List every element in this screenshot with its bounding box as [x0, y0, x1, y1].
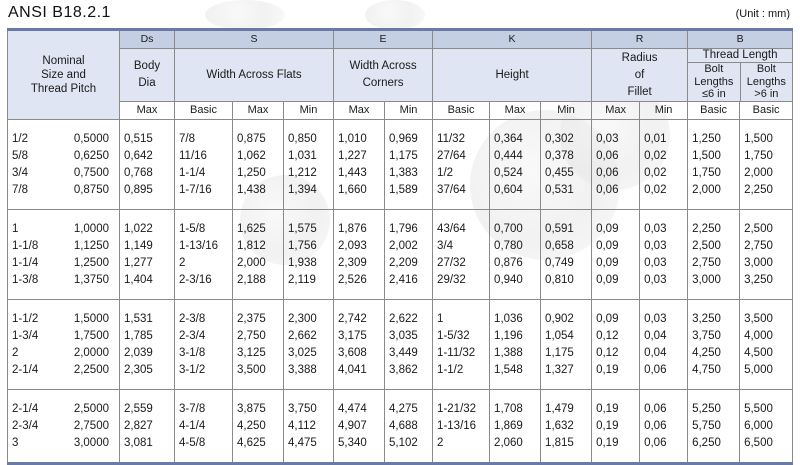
cell-pitch: 3,0000: [73, 437, 109, 449]
table-cell: 2,305: [120, 362, 175, 390]
table-cell: 2,119: [284, 272, 334, 300]
table-cell: 2,188: [233, 272, 284, 300]
table-body: [8, 120, 793, 464]
table-cell: 0,810: [541, 272, 592, 300]
table-cell: 1,479: [541, 390, 592, 419]
table-cell: 0,455: [541, 165, 592, 182]
table-cell: 11/32: [433, 120, 490, 149]
table-cell: 2,000: [688, 182, 740, 210]
table-cell: 1,149: [120, 238, 175, 255]
table-cell: 2: [433, 435, 490, 464]
header-width-corners: Width Across Corners: [334, 49, 433, 102]
table-cell: 2,526: [334, 272, 385, 300]
table-cell: 0,969: [385, 120, 433, 149]
table-row: [8, 255, 793, 272]
cell-pitch: 1,3750: [73, 274, 109, 286]
table-cell: 5,102: [385, 435, 433, 464]
table-row: [8, 345, 793, 362]
table-cell: 1,383: [385, 165, 433, 182]
table-cell: 1,212: [284, 165, 334, 182]
sub-header-basic: Basic: [433, 102, 490, 120]
cell-size: 2-3/4: [12, 420, 39, 432]
table-row: [8, 328, 793, 345]
table-cell: 4,750: [688, 362, 740, 390]
table-cell: 2,002: [385, 238, 433, 255]
table-row: [8, 182, 793, 210]
cell-nominal: [8, 390, 120, 419]
table-cell: 2,060: [490, 435, 541, 464]
table-cell: 1,815: [541, 435, 592, 464]
table-cell: 0,02: [640, 165, 688, 182]
sub-header-basic: Basic: [740, 102, 793, 120]
cell-pitch: 0,8750: [73, 184, 109, 196]
table-cell: 3,035: [385, 328, 433, 345]
table-cell: 5,250: [688, 390, 740, 419]
cell-nominal: [8, 255, 120, 272]
table-cell: 6,500: [740, 435, 793, 464]
table-cell: 1,750: [688, 165, 740, 182]
table-cell: 0,03: [640, 255, 688, 272]
cell-nominal: [8, 435, 120, 464]
spec-table: [7, 28, 793, 465]
table-row: [8, 148, 793, 165]
table-cell: 5,750: [688, 418, 740, 435]
table-cell: 4,000: [740, 328, 793, 345]
table-cell: 1,175: [385, 148, 433, 165]
header-ds: Ds: [120, 30, 175, 49]
table-cell: 6,000: [740, 418, 793, 435]
table-cell: 3-1/8: [175, 345, 233, 362]
table-cell: 0,04: [640, 328, 688, 345]
sub-header-max: Max: [592, 102, 640, 120]
table-cell: 1,227: [334, 148, 385, 165]
table-cell: 1-11/32: [433, 345, 490, 362]
table-cell: 0,06: [640, 418, 688, 435]
table-cell: 2,662: [284, 328, 334, 345]
table-cell: 0,604: [490, 182, 541, 210]
table-cell: 0,09: [592, 272, 640, 300]
table-cell: 1/2: [433, 165, 490, 182]
table-cell: 3,608: [334, 345, 385, 362]
table-cell: 0,531: [541, 182, 592, 210]
table-cell: 3-1/2: [175, 362, 233, 390]
table-cell: 4,688: [385, 418, 433, 435]
table-cell: 0,09: [592, 255, 640, 272]
table-cell: 4,250: [688, 345, 740, 362]
table-cell: 3-7/8: [175, 390, 233, 419]
table-cell: 0,19: [592, 362, 640, 390]
table-cell: 2-3/4: [175, 328, 233, 345]
table-cell: 1,175: [541, 345, 592, 362]
table-cell: 1,250: [688, 120, 740, 149]
table-row: [8, 435, 793, 464]
table-cell: 0,895: [120, 182, 175, 210]
table-cell: 0,19: [592, 390, 640, 419]
table-cell: 0,06: [592, 165, 640, 182]
table-cell: 4,275: [385, 390, 433, 419]
table-cell: 5,000: [740, 362, 793, 390]
table-cell: 1-7/16: [175, 182, 233, 210]
table-cell: 1,054: [541, 328, 592, 345]
table-cell: 29/32: [433, 272, 490, 300]
cell-pitch: 2,5000: [73, 403, 109, 415]
cell-nominal: [8, 362, 120, 390]
table-cell: 1,575: [284, 210, 334, 239]
cell-nominal: [8, 272, 120, 300]
table-cell: 3,175: [334, 328, 385, 345]
table-cell: 3,500: [233, 362, 284, 390]
table-cell: 1,500: [688, 148, 740, 165]
cell-size: 1-1/8: [12, 240, 39, 252]
cell-nominal: [8, 210, 120, 239]
table-cell: 0,03: [592, 120, 640, 149]
table-cell: 2,039: [120, 345, 175, 362]
table-cell: 2,827: [120, 418, 175, 435]
cell-pitch: 2,7500: [73, 420, 109, 432]
cell-pitch: 1,0000: [73, 223, 109, 235]
table-cell: 0,768: [120, 165, 175, 182]
table-cell: 7/8: [175, 120, 233, 149]
table-cell: 0,09: [592, 300, 640, 329]
cell-nominal: [8, 165, 120, 182]
table-cell: 5,340: [334, 435, 385, 464]
table-cell: 0,06: [592, 148, 640, 165]
cell-pitch: 2,0000: [73, 347, 109, 359]
table-cell: 4-1/4: [175, 418, 233, 435]
table-cell: 1,500: [740, 120, 793, 149]
table-cell: 0,658: [541, 238, 592, 255]
header-bolt-gt6: Bolt Lengths >6 in: [746, 63, 786, 101]
table-cell: 3,449: [385, 345, 433, 362]
table-cell: 2,375: [233, 300, 284, 329]
table-cell: 3,250: [740, 272, 793, 300]
table-cell: 1-1/2: [433, 362, 490, 390]
table-cell: 1,327: [541, 362, 592, 390]
cell-pitch: 0,5000: [73, 133, 109, 145]
table-cell: 0,302: [541, 120, 592, 149]
cell-size: 3: [12, 437, 19, 449]
table-cell: 27/32: [433, 255, 490, 272]
table-cell: 2,250: [740, 182, 793, 210]
watermark-bolt: [365, 0, 425, 30]
table-cell: 3,862: [385, 362, 433, 390]
table-cell: 0,03: [640, 210, 688, 239]
table-cell: 2,559: [120, 390, 175, 419]
page-title: ANSI B18.2.1: [8, 4, 111, 21]
table-cell: 1,277: [120, 255, 175, 272]
table-row: [8, 165, 793, 182]
table-cell: 5,500: [740, 390, 793, 419]
table-cell: 6,250: [688, 435, 740, 464]
sub-header-basic: Basic: [688, 102, 740, 120]
table-cell: 1,785: [120, 328, 175, 345]
table-cell: 0,524: [490, 165, 541, 182]
table-cell: 1,756: [284, 238, 334, 255]
table-cell: 0,700: [490, 210, 541, 239]
table-cell: 0,19: [592, 418, 640, 435]
table-cell: 2,309: [334, 255, 385, 272]
cell-nominal: [8, 120, 120, 149]
table-cell: 0,591: [541, 210, 592, 239]
table-cell: 3,125: [233, 345, 284, 362]
table-cell: 1,531: [120, 300, 175, 329]
cell-size: 2: [12, 347, 19, 359]
table-cell: 3,250: [688, 300, 740, 329]
table-cell: 3,025: [284, 345, 334, 362]
table-cell: 2,500: [740, 210, 793, 239]
table-cell: 2,750: [688, 255, 740, 272]
table-cell: 1-5/8: [175, 210, 233, 239]
cell-size: 3/4: [12, 167, 28, 179]
header-nominal: Nominal Size and Thread Pitch: [8, 30, 120, 120]
table-row: [8, 238, 793, 255]
cell-size: 1-1/4: [12, 257, 39, 269]
table-cell: 1,404: [120, 272, 175, 300]
table-cell: 0,875: [233, 120, 284, 149]
table-cell: 1,443: [334, 165, 385, 182]
table-row: [8, 272, 793, 300]
table-cell: 0,06: [640, 435, 688, 464]
cell-nominal: [8, 300, 120, 329]
table-row: [8, 390, 793, 419]
table-cell: 1-5/32: [433, 328, 490, 345]
table-cell: 4,041: [334, 362, 385, 390]
table-cell: 4,475: [284, 435, 334, 464]
table-cell: 1: [433, 300, 490, 329]
table-cell: 1,632: [541, 418, 592, 435]
cell-size: 1-1/2: [12, 313, 39, 325]
table-row: [8, 418, 793, 435]
table-cell: 2,093: [334, 238, 385, 255]
table-cell: 2,500: [688, 238, 740, 255]
table-cell: 1,938: [284, 255, 334, 272]
cell-nominal: [8, 345, 120, 362]
table-cell: 1-1/4: [175, 165, 233, 182]
table-cell: 2-3/8: [175, 300, 233, 329]
cell-size: 1-3/4: [12, 330, 39, 342]
table-cell: 1-21/32: [433, 390, 490, 419]
watermark-bolt: [205, 0, 285, 30]
table-cell: 2,416: [385, 272, 433, 300]
table-cell: 0,06: [640, 362, 688, 390]
cell-size: 1-3/8: [12, 274, 39, 286]
table-cell: 1,589: [385, 182, 433, 210]
cell-pitch: 2,2500: [73, 364, 109, 376]
table-cell: 0,642: [120, 148, 175, 165]
table-cell: 0,06: [592, 182, 640, 210]
table-cell: 3,081: [120, 435, 175, 464]
header-s: S: [175, 30, 334, 49]
sub-header-max: Max: [490, 102, 541, 120]
sub-header-min: Min: [640, 102, 688, 120]
cell-nominal: [8, 328, 120, 345]
sub-header-max: Max: [334, 102, 385, 120]
table-cell: 1-13/16: [433, 418, 490, 435]
header-thread-length: Thread Length: [688, 49, 792, 63]
sub-header-min: Min: [284, 102, 334, 120]
table-cell: 0,12: [592, 345, 640, 362]
table-cell: 0,02: [640, 148, 688, 165]
cell-size: 1/2: [12, 133, 28, 145]
table-cell: 2,000: [233, 255, 284, 272]
table-cell: 1,010: [334, 120, 385, 149]
table-cell: 3,000: [740, 255, 793, 272]
table-cell: 0,364: [490, 120, 541, 149]
header-r: R: [592, 30, 688, 49]
table-cell: 1,625: [233, 210, 284, 239]
table-cell: 0,749: [541, 255, 592, 272]
table-cell: 3,000: [688, 272, 740, 300]
table-cell: 43/64: [433, 210, 490, 239]
cell-size: 2-1/4: [12, 403, 39, 415]
table-cell: 0,850: [284, 120, 334, 149]
table-cell: 2,750: [233, 328, 284, 345]
table-cell: 0,04: [640, 345, 688, 362]
header-bolt-le6: Bolt Lengths ≤6 in: [688, 63, 741, 101]
header-body-dia: Body Dia: [120, 49, 175, 102]
cell-nominal: [8, 238, 120, 255]
table-cell: 0,444: [490, 148, 541, 165]
table-cell: 3,750: [688, 328, 740, 345]
table-cell: 1,869: [490, 418, 541, 435]
table-cell: 3/4: [433, 238, 490, 255]
table-row: [8, 362, 793, 390]
table-cell: 0,19: [592, 435, 640, 464]
table-cell: 2,300: [284, 300, 334, 329]
table-row: [8, 300, 793, 329]
cell-size: 2-1/4: [12, 364, 39, 376]
table-cell: 3,875: [233, 390, 284, 419]
cell-size: 7/8: [12, 184, 28, 196]
table-cell: 0,12: [592, 328, 640, 345]
cell-nominal: [8, 418, 120, 435]
header-k: K: [433, 30, 592, 49]
table-cell: 1,196: [490, 328, 541, 345]
header-width-flats: Width Across Flats: [175, 49, 334, 102]
table-cell: 2,000: [740, 165, 793, 182]
header-height: Height: [433, 49, 592, 102]
table-cell: 1,022: [120, 210, 175, 239]
table-cell: 2,250: [688, 210, 740, 239]
table-cell: 4,250: [233, 418, 284, 435]
table-cell: 0,02: [640, 182, 688, 210]
table-cell: 1,250: [233, 165, 284, 182]
table-cell: 0,09: [592, 210, 640, 239]
table-header: [8, 30, 793, 120]
cell-pitch: 1,2500: [73, 257, 109, 269]
sub-header-min: Min: [541, 102, 592, 120]
table-cell: 0,515: [120, 120, 175, 149]
header-e: E: [334, 30, 433, 49]
table-cell: 4,625: [233, 435, 284, 464]
cell-pitch: 0,6250: [73, 150, 109, 162]
cell-pitch: 0,7500: [73, 167, 109, 179]
table-cell: 0,09: [592, 238, 640, 255]
table-cell: 1,708: [490, 390, 541, 419]
sub-header-max: Max: [233, 102, 284, 120]
table-row: [8, 210, 793, 239]
table-cell: 1,394: [284, 182, 334, 210]
table-cell: 1,031: [284, 148, 334, 165]
table-cell: 4,474: [334, 390, 385, 419]
table-cell: 4,907: [334, 418, 385, 435]
table-cell: 2: [175, 255, 233, 272]
table-cell: 1,796: [385, 210, 433, 239]
cell-pitch: 1,5000: [73, 313, 109, 325]
table-cell: 0,780: [490, 238, 541, 255]
cell-nominal: [8, 182, 120, 210]
table-cell: 0,03: [640, 238, 688, 255]
table-cell: 1,438: [233, 182, 284, 210]
table-cell: 0,876: [490, 255, 541, 272]
table-cell: 1,036: [490, 300, 541, 329]
table-cell: 1,548: [490, 362, 541, 390]
table-cell: 1,812: [233, 238, 284, 255]
table-cell: 1,876: [334, 210, 385, 239]
table-cell: 4-5/8: [175, 435, 233, 464]
sub-header-min: Min: [385, 102, 433, 120]
sub-header-max: Max: [120, 102, 175, 120]
header-b: B: [688, 30, 793, 49]
table-cell: 3,500: [740, 300, 793, 329]
table-cell: 2,209: [385, 255, 433, 272]
table-cell: 1,660: [334, 182, 385, 210]
table-cell: 0,902: [541, 300, 592, 329]
table-row: [8, 120, 793, 149]
table-cell: 1-13/16: [175, 238, 233, 255]
table-cell: 3,388: [284, 362, 334, 390]
cell-pitch: 1,7500: [73, 330, 109, 342]
table-cell: 27/64: [433, 148, 490, 165]
table-cell: 3,750: [284, 390, 334, 419]
table-cell: 1,750: [740, 148, 793, 165]
table-cell: 1,062: [233, 148, 284, 165]
table-cell: 0,06: [640, 390, 688, 419]
table-cell: 2-3/16: [175, 272, 233, 300]
cell-size: 1: [12, 223, 19, 235]
table-cell: 1,388: [490, 345, 541, 362]
table-cell: 2,622: [385, 300, 433, 329]
table-cell: 0,940: [490, 272, 541, 300]
table-cell: 4,500: [740, 345, 793, 362]
table-cell: 2,742: [334, 300, 385, 329]
table-cell: 0,03: [640, 300, 688, 329]
cell-size: 5/8: [12, 150, 28, 162]
cell-pitch: 1,1250: [73, 240, 109, 252]
sub-header-basic: Basic: [175, 102, 233, 120]
table-cell: 4,112: [284, 418, 334, 435]
unit-label: (Unit : mm): [735, 8, 790, 20]
table-cell: 37/64: [433, 182, 490, 210]
table-cell: 0,01: [640, 120, 688, 149]
header-radius: Radius of Fillet: [592, 49, 688, 102]
table-cell: 0,03: [640, 272, 688, 300]
table-cell: 2,750: [740, 238, 793, 255]
table-cell: 11/16: [175, 148, 233, 165]
cell-nominal: [8, 148, 120, 165]
table-cell: 0,378: [541, 148, 592, 165]
